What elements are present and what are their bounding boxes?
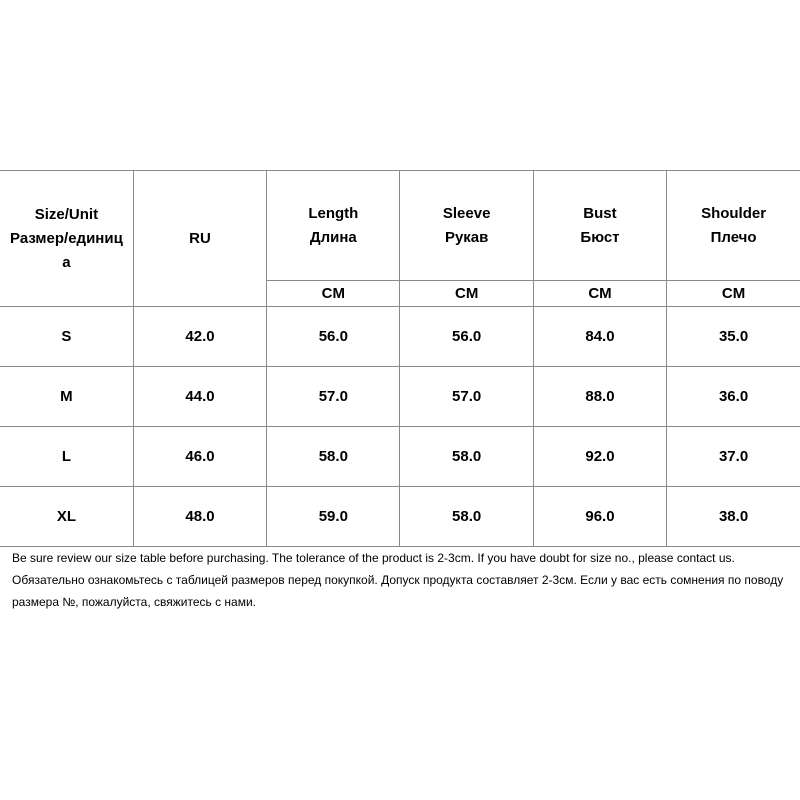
cell-size: M: [0, 367, 133, 427]
header-shoulder: [667, 171, 800, 281]
size-note: [12, 547, 796, 613]
cell-length: 57.0: [267, 367, 400, 427]
cell-shoulder: 37.0: [667, 427, 800, 487]
header-shoulder-en: Shoulder: [701, 204, 767, 222]
header-ru-label: RU: [189, 229, 211, 247]
cell-sleeve: 58.0: [400, 427, 533, 487]
header-size-ru-2: а: [62, 253, 71, 271]
cell-size: XL: [0, 487, 133, 547]
cell-bust: 92.0: [533, 427, 666, 487]
cell-shoulder: 36.0: [667, 367, 800, 427]
header-size-unit: [0, 171, 133, 307]
size-note-ru: Обязательно ознакомьтесь с таблицей размеров перед покупкой. Допуск продукта составляет 2-3см. Если у вас есть сомнения по поводу размера №, пожалуйста, свяжитесь с нами.: [12, 573, 784, 609]
unit-sleeve: CM: [400, 281, 533, 307]
cell-shoulder: 38.0: [667, 487, 800, 547]
header-sleeve-ru: Рукав: [444, 228, 489, 246]
cell-ru: 42.0: [133, 307, 266, 367]
cell-ru: 48.0: [133, 487, 266, 547]
cell-sleeve: 56.0: [400, 307, 533, 367]
header-length: [267, 171, 400, 281]
header-ru: [133, 171, 266, 307]
cell-ru: 44.0: [133, 367, 266, 427]
cell-ru: 46.0: [133, 427, 266, 487]
unit-shoulder: CM: [667, 281, 800, 307]
header-bust-en: Bust: [583, 204, 617, 222]
table-row: [0, 427, 800, 487]
cell-bust: 84.0: [533, 307, 666, 367]
header-length-ru: Длина: [309, 228, 357, 246]
cell-length: 58.0: [267, 427, 400, 487]
cell-bust: 88.0: [533, 367, 666, 427]
size-note-en: Be sure review our size table before purchasing. The tolerance of the product is 2-3cm. If you have doubt for size no., please contact us.: [12, 551, 735, 565]
cell-length: 59.0: [267, 487, 400, 547]
cell-sleeve: 58.0: [400, 487, 533, 547]
table-header-row: [0, 171, 800, 281]
header-sleeve: [400, 171, 533, 281]
cell-size: L: [0, 427, 133, 487]
header-sleeve-en: Sleeve: [442, 204, 491, 222]
size-chart-table: [0, 170, 800, 547]
unit-bust: CM: [533, 281, 666, 307]
cell-shoulder: 35.0: [667, 307, 800, 367]
header-bust: [533, 171, 666, 281]
table-row: [0, 487, 800, 547]
unit-length: CM: [267, 281, 400, 307]
cell-sleeve: 57.0: [400, 367, 533, 427]
table-row: [0, 307, 800, 367]
header-length-en: Length: [308, 204, 359, 222]
header-size-en: Size/Unit: [34, 205, 99, 223]
header-shoulder-ru: Плечо: [710, 228, 757, 246]
cell-size: S: [0, 307, 133, 367]
cell-bust: 96.0: [533, 487, 666, 547]
table-row: [0, 367, 800, 427]
header-bust-ru: Бюст: [580, 228, 620, 246]
header-size-ru-1: Размер/единиц: [10, 229, 123, 247]
cell-length: 56.0: [267, 307, 400, 367]
